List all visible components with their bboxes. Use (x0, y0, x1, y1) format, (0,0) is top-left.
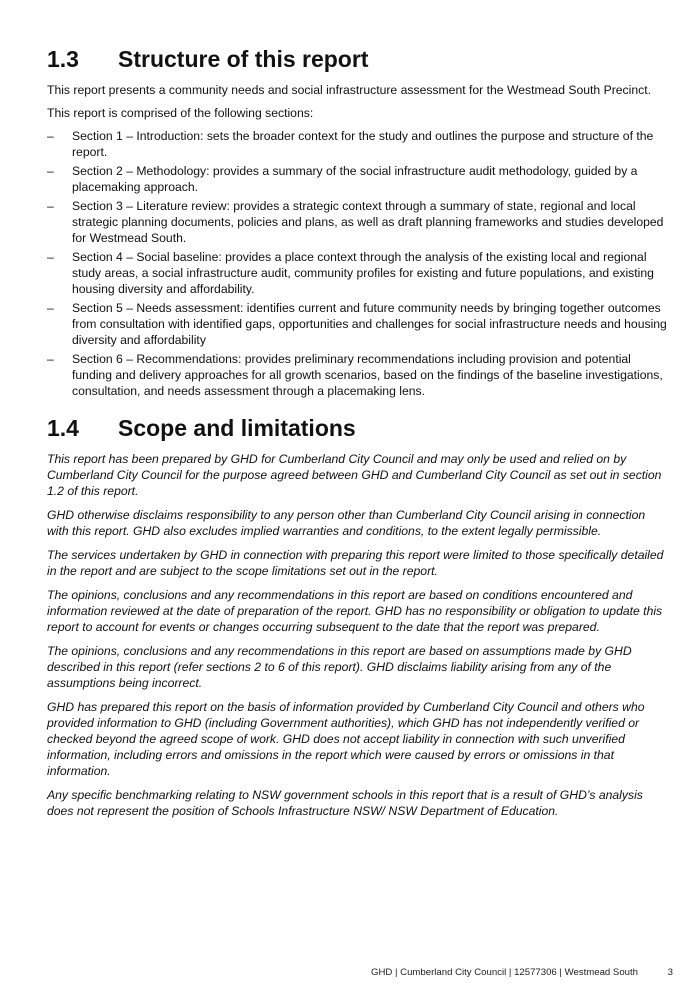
limitations-paragraph: The services undertaken by GHD in connection with preparing this report were limited to those specifically detailed in the report and are subject to the scope limitations set out in the report. (47, 548, 664, 578)
list-item-text: Section 2 – Methodology: provides a summary of the social infrastructure audit methodology, guided by a placemaking approach. (72, 164, 638, 194)
dash-marker: – (47, 250, 54, 264)
limitations-paragraph: This report has been prepared by GHD for Cumberland City Council and may only be used and relied on by Cumberland City Council for the purpose agreed between GHD and Cumberland City Council as set out in section 1.2 of this report. (47, 452, 662, 498)
limitations-paragraph: The opinions, conclusions and any recommendations in this report are based on conditions encountered and information reviewed at the date of preparation of the report. GHD has no responsibility or obligation to update this report to account for events or changes occurring subsequent to the date that the report was prepared. (47, 588, 663, 634)
intro-paragraph: This report presents a community needs and social infrastructure assessment for the Westmead South Precinct. (47, 83, 652, 97)
section-title: Scope and limitations (118, 415, 356, 441)
page-content (47, 44, 667, 827)
dash-marker: – (47, 199, 54, 213)
list-item (47, 128, 667, 160)
section-heading-1-4 (47, 413, 667, 443)
list-item-text: Section 1 – Introduction: sets the broader context for the study and outlines the purpose and structure of the report. (72, 129, 654, 159)
list-item (47, 198, 667, 246)
list-item-text: Section 4 – Social baseline: provides a place context through the analysis of the existing local and regional study areas, a social infrastructure audit, community profiles for existing and future populations, and existing housing diversity and affordability. (72, 250, 654, 296)
section-number: 1.3 (47, 46, 79, 72)
dash-marker: – (47, 301, 54, 315)
dash-marker: – (47, 129, 54, 143)
list-item (47, 300, 667, 348)
limitations-paragraph: GHD otherwise disclaims responsibility to any person other than Cumberland City Council arising in connection with this report. GHD also excludes implied warranties and conditions, to the extent legally permissible. (47, 508, 646, 538)
list-item (47, 249, 667, 297)
sections-lead-paragraph: This report is comprised of the following sections: (47, 106, 314, 120)
list-item (47, 163, 667, 195)
list-item-text: Section 6 – Recommendations: provides preliminary recommendations including provision and potential funding and delivery approaches for all growth scenarios, based on the findings of the baseline investigations, consultation, and needs assessment through a placemaking lens. (72, 352, 663, 398)
list-item (47, 351, 667, 399)
list-item-text: Section 3 – Literature review: provides a strategic context through a summary of state, regional and local strategic planning documents, policies and plans, as well as draft planning frameworks and studies developed for Westmead South. (72, 199, 664, 245)
page-number: 3 (667, 967, 673, 978)
list-item-text: Section 5 – Needs assessment: identifies current and future community needs by bringing together outcomes from consultation with identified gaps, opportunities and challenges for social infrastructure needs and housing diversity and affordability (72, 301, 667, 347)
section-number: 1.4 (47, 415, 79, 441)
limitations-paragraph: Any specific benchmarking relating to NSW government schools in this report that is a result of GHD’s analysis does not represent the position of Schools Infrastructure NSW/ NSW Department of Education. (47, 788, 643, 818)
dash-marker: – (47, 164, 54, 178)
page-footer (47, 967, 673, 979)
section-heading-1-3 (47, 44, 667, 74)
dash-marker: – (47, 352, 54, 366)
report-sections-list (47, 128, 667, 399)
section-title: Structure of this report (118, 46, 369, 72)
limitations-paragraph: GHD has prepared this report on the basis of information provided by Cumberland City Council and others who provided information to GHD (including Government authorities), which GHD has not independently verified or checked beyond the agreed scope of work. GHD does not accept liability in connection with such unverified information, including errors and omissions in the report which were caused by errors or omissions in that information. (47, 700, 645, 778)
limitations-paragraph: The opinions, conclusions and any recommendations in this report are based on assumptions made by GHD described in this report (refer sections 2 to 6 of this report). GHD disclaims liability arising from any of the assumptions being incorrect. (47, 644, 632, 690)
footer-text: GHD | Cumberland City Council | 12577306 | Westmead South (371, 967, 638, 978)
